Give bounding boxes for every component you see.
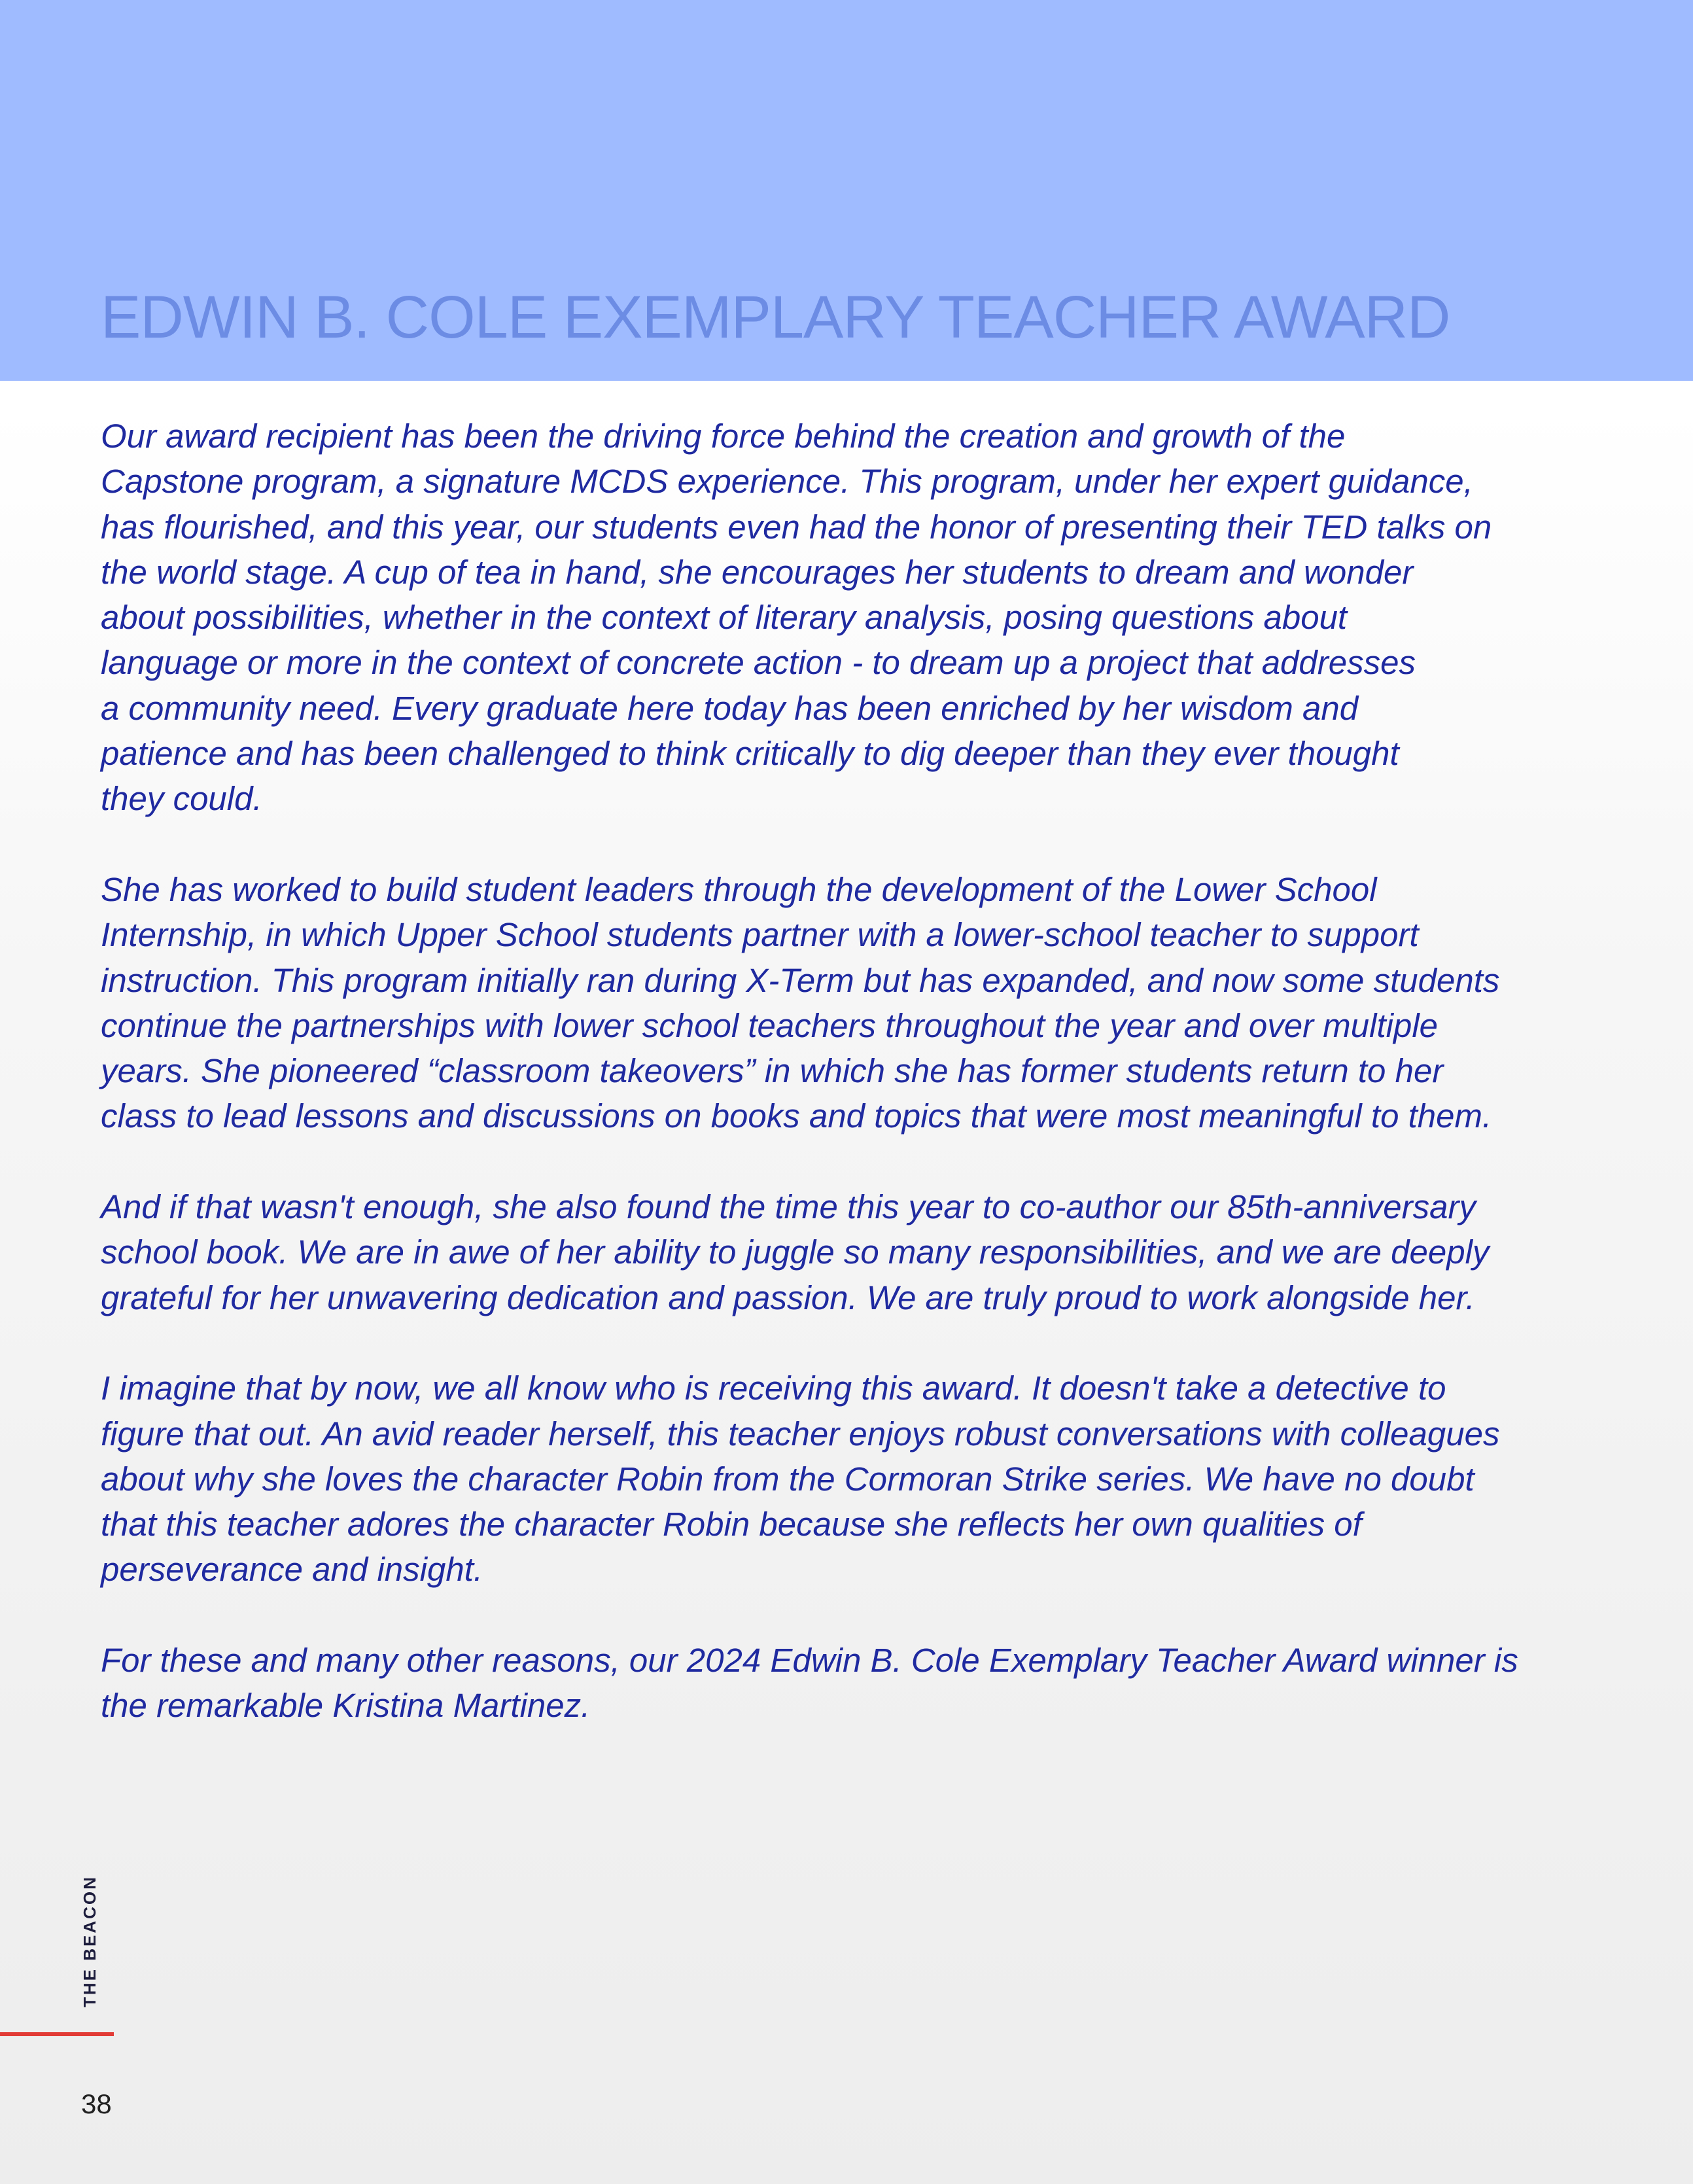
paragraph-winner: For these and many other reasons, our 2024 Edwin B. Cole Exemplary Teacher Award winner is the remarkable Kristina Martinez.	[101, 1642, 1518, 1725]
article-body	[101, 414, 1605, 1729]
page-number: 38	[81, 2088, 112, 2119]
paragraph-book: And if that wasn't enough, she also found the time this year to co-author our 85th-anniversary school book. We are in awe of her ability to juggle so many responsibilities, and we are deeply grateful for her unwavering dedication and passion. We are truly proud to work alongside her.	[101, 1188, 1490, 1316]
page-title: EDWIN B. COLE EXEMPLARY TEACHER AWARD	[101, 284, 1450, 351]
paragraph-capstone: Our award recipient has been the driving force behind the creation and growth of the Capstone program, a signature MCDS experience. This program, under her expert guidance, has flourished, and this year, our students even had the honor of presenting their TED talks on the world stage. A cup of tea in hand, she encourages her students to dream and wonder about possibilities, whether in the context of literary analysis, posing questions about language or more in the context of concrete action - to dream up a project that addresses a community need. Every graduate here today has been enriched by her wisdom and patience and has been challenged to think critically to dig deeper than they ever thought they could.	[101, 417, 1492, 818]
paragraph-robin: I imagine that by now, we all know who is receiving this award. It doesn't take a detective to figure that out. An avid reader herself, this teacher enjoys robust conversations with colleagues about why she loves the character Robin from the Cormoran Strike series. We have no doubt that this teacher adores the character Robin because she reflects her own qualities of perseverance and insight.	[101, 1369, 1500, 1589]
paragraph-internship: She has worked to build student leaders through the development of the Lower School Internship, in which Upper School students partner with a lower-school teacher to support instruction. This program initially ran during X-Term but has expanded, and now some students continue the partnerships with lower school teachers throughout the year and over multiple years. She pioneered “classroom takeovers” in which she has former students return to her class to lead lessons and discussions on books and topics that were most meaningful to them.	[101, 870, 1500, 1135]
footer-divider	[0, 2032, 114, 2036]
publication-label: THE BEACON	[80, 1875, 99, 2007]
